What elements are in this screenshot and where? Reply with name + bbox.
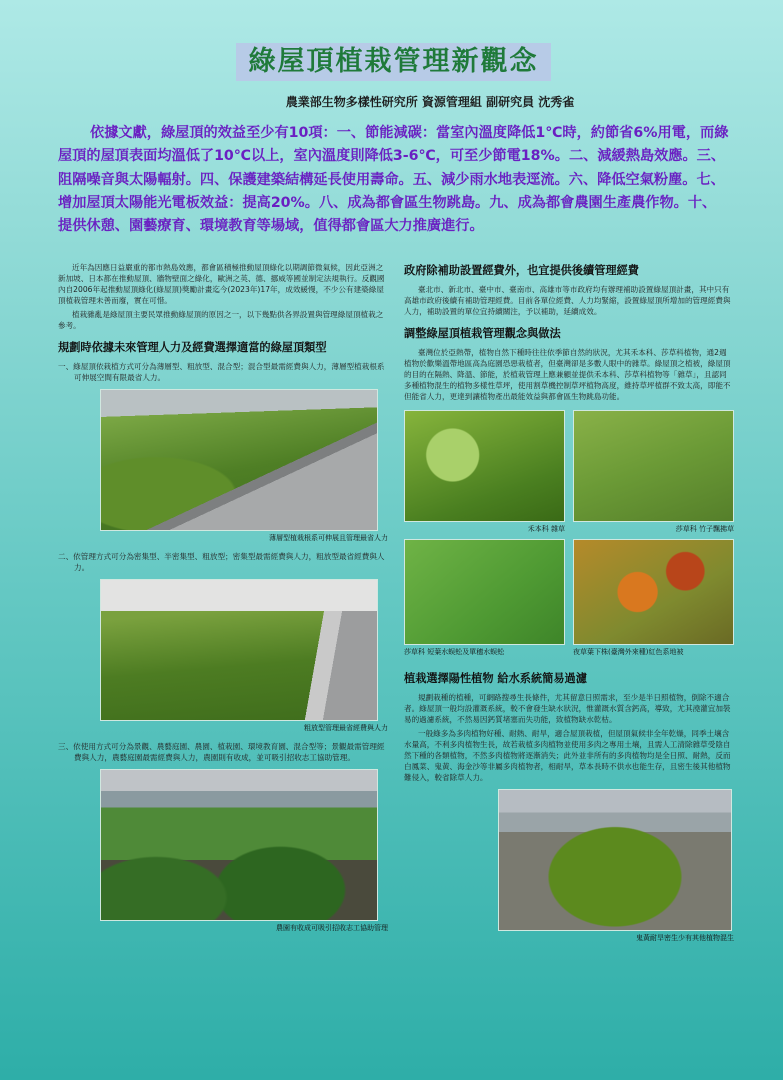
caption-red-groundcover: 夜草葉下株(臺灣外來種)紅色系地被	[573, 648, 684, 656]
caption-extensive: 粗放型管理最省經費與人力	[304, 724, 388, 732]
caption-sedge-kyllinga: 莎草科 短葉水蜈蚣及單穗水蜈蚣	[404, 648, 505, 656]
intro-paragraph-1: 近年為因應日益嚴重的都市熱島效應，都會區積極推動屋頂綠化以期調節微氣候，因此亞洲之新加坡、日本都在推動屋頂、牆物壁面之綠化，歐洲之英、德、挪威等國並制定法規執行。反觀國內自2006年起推動屋頂綠化(綠屋頂)獎勵計畫迄今(2023年)17年，成效緩慢，不少公有建築綠屋頂植栽管理未善而廢，實在可惜。	[58, 263, 385, 305]
caption-thin-layer: 薄層型植栽根系可伸展且管理最省人力	[269, 534, 388, 542]
list-item-3: 三、依使用方式可分為景觀、農藝庭園、農園、植栽園、環境教育園、混合型等；景觀最需管理經費與人力，農藝庭園最需經費與人力，農園則有收成，並可吸引招收志工協助管理。	[58, 742, 385, 762]
photo-sedge-kyllinga	[404, 539, 565, 645]
caption-dense-grass: 鬼黃耐旱密生少有其他植物混生	[636, 934, 734, 942]
section-heading-plants-irrigation: 植栽選擇陽性植物 給水系統簡易過濾	[404, 672, 587, 685]
photo-grass-family	[404, 410, 565, 522]
succulents-paragraph: 一般綠多為多肉植物好種、耐熱、耐旱，適合屋頂栽植，但屋頂氣候非全年乾燥，同季土壤含水量高，不利多肉植物生長，故若栽植多肉植物並使用多肉之專用土壤，且需人工清除雜草受陰自然下種的各類植物，不然多肉植物將逐漸消失；此外並非所有的多肉植物均是全日照、耐熱，反而白鳳菜、鬼黃、海金沙等非屬多肉植物者，相耐旱，草本長時不供水也能生存，且密生後其他植物難侵入，較省除草人力。	[404, 729, 731, 782]
grass-photo-grid	[404, 410, 734, 662]
funding-paragraph: 臺北市、新北市、臺中市、臺南市、高雄市等市政府均有辦理補助設置綠屋頂計畫，其中只有高雄市政府後續有補助管理經費。目前各單位經費、人力均緊縮，設置綠屋頂所增加的管理經費與人力，補助設置的單位宜持續關注，予以補助，延續成效。	[404, 285, 731, 316]
photo-rooftop-farm	[100, 769, 378, 921]
list-item-1: 一、綠屋頂依栽植方式可分為薄層型、粗放型、混合型；混合型最需經費與人力，薄層型植栽根系可伸展空間有限最省人力。	[58, 362, 385, 382]
poster-title: 綠屋頂植栽管理新觀念	[236, 43, 551, 81]
section-heading-roof-types: 規劃時依據未來管理人力及經費選擇適當的綠屋頂類型	[58, 341, 327, 354]
right-column	[404, 262, 734, 943]
lead-paragraph: 依據文獻，綠屋頂的效益至少有10項：一、節能減碳：當室內溫度降低1℃時，約節省6%用電，而綠屋頂的屋頂表面均溫低了10℃以上，室內溫度則降低3-6℃，可至少節電18%。二、減緩熱島效應。三、阻隔噪音與太陽輻射。四、保護建築結構延長使用壽命。五、減少雨水地表逕流。六、降低空氣粉塵。七、增加屋頂太陽能光電板效益：提高20%。八、成為都會區生物跳島。九、成為都會農園生產農作物。十、提供休憩、園藝療育、環境教育等場域，值得都會區大力推廣進行。	[58, 125, 729, 235]
grass-cell-4	[573, 539, 734, 662]
photo-dense-grass-roof	[498, 789, 732, 931]
caption-sedge-fimbristylis: 莎草科 竹子飄拂草	[675, 525, 734, 533]
concepts-paragraph: 臺灣位於亞熱帶，植物自然下種時往往依季節自然的狀況，尤其禾本科、莎草科植物，通2週植物於歡樂溫帶地區高為庭園恐惡栽植者，但臺灣卻是多數人眼中的雜草。綠屋頂之植被，綠屋頂的目的在隔熱、降溫、節能，於植栽管理上應兼顧並提供禾本科、莎草科植物等「雜草」，且認同多種植物混生的植物多樣性草坪，使用割草機控制草坪植物高度，維持草坪植群不致太高，即能不但能省人力，更達到讓植物產出最能效益與都會區生物跳島功能。	[404, 348, 731, 401]
caption-grass-family: 禾本科 雜草	[527, 525, 565, 533]
caption-farm: 農園有收成可吸引招收志工協助管理	[276, 924, 388, 932]
photo-extensive-roof	[100, 579, 378, 721]
left-column	[58, 262, 388, 933]
author-line: 農業部生物多樣性研究所 資源管理組 副研究員 沈秀雀	[285, 95, 575, 109]
grass-cell-2	[573, 410, 734, 539]
grass-cell-1	[404, 410, 565, 539]
section-heading-concepts: 調整綠屋頂植栽管理觀念與做法	[404, 327, 561, 340]
photo-sedge-fimbristylis	[573, 410, 734, 522]
list-item-2: 二、依管理方式可分為密集型、半密集型、粗放型；密集型最需經費與人力，粗放型最省經費與人力。	[58, 552, 385, 572]
grass-cell-3	[404, 539, 565, 662]
plants-paragraph: 規劃栽種的植種，可網路搜尋生長條件，尤其留意日照需求，至少是半日照植物，倒除不適合者。綠屋頂一般均設灌溉系統，較不會發生缺水狀況，惟灌溉水質含鈣高，導致，尤其澆灌宜加裝易的過濾系統，不然易因鈣質堵塞而失功能，致植物缺水乾枯。	[404, 693, 731, 724]
intro-paragraph-2: 植栽雜亂是綠屋頂主要民眾推動綠屋頂的原因之一，以下幾點供各界設置與管理綠屋頂植栽之參考。	[58, 310, 384, 330]
photo-thin-layer-roof	[100, 389, 378, 531]
photo-red-groundcover	[573, 539, 734, 645]
section-heading-funding: 政府除補助設置經費外，也宜提供後續管理經費	[404, 264, 639, 277]
